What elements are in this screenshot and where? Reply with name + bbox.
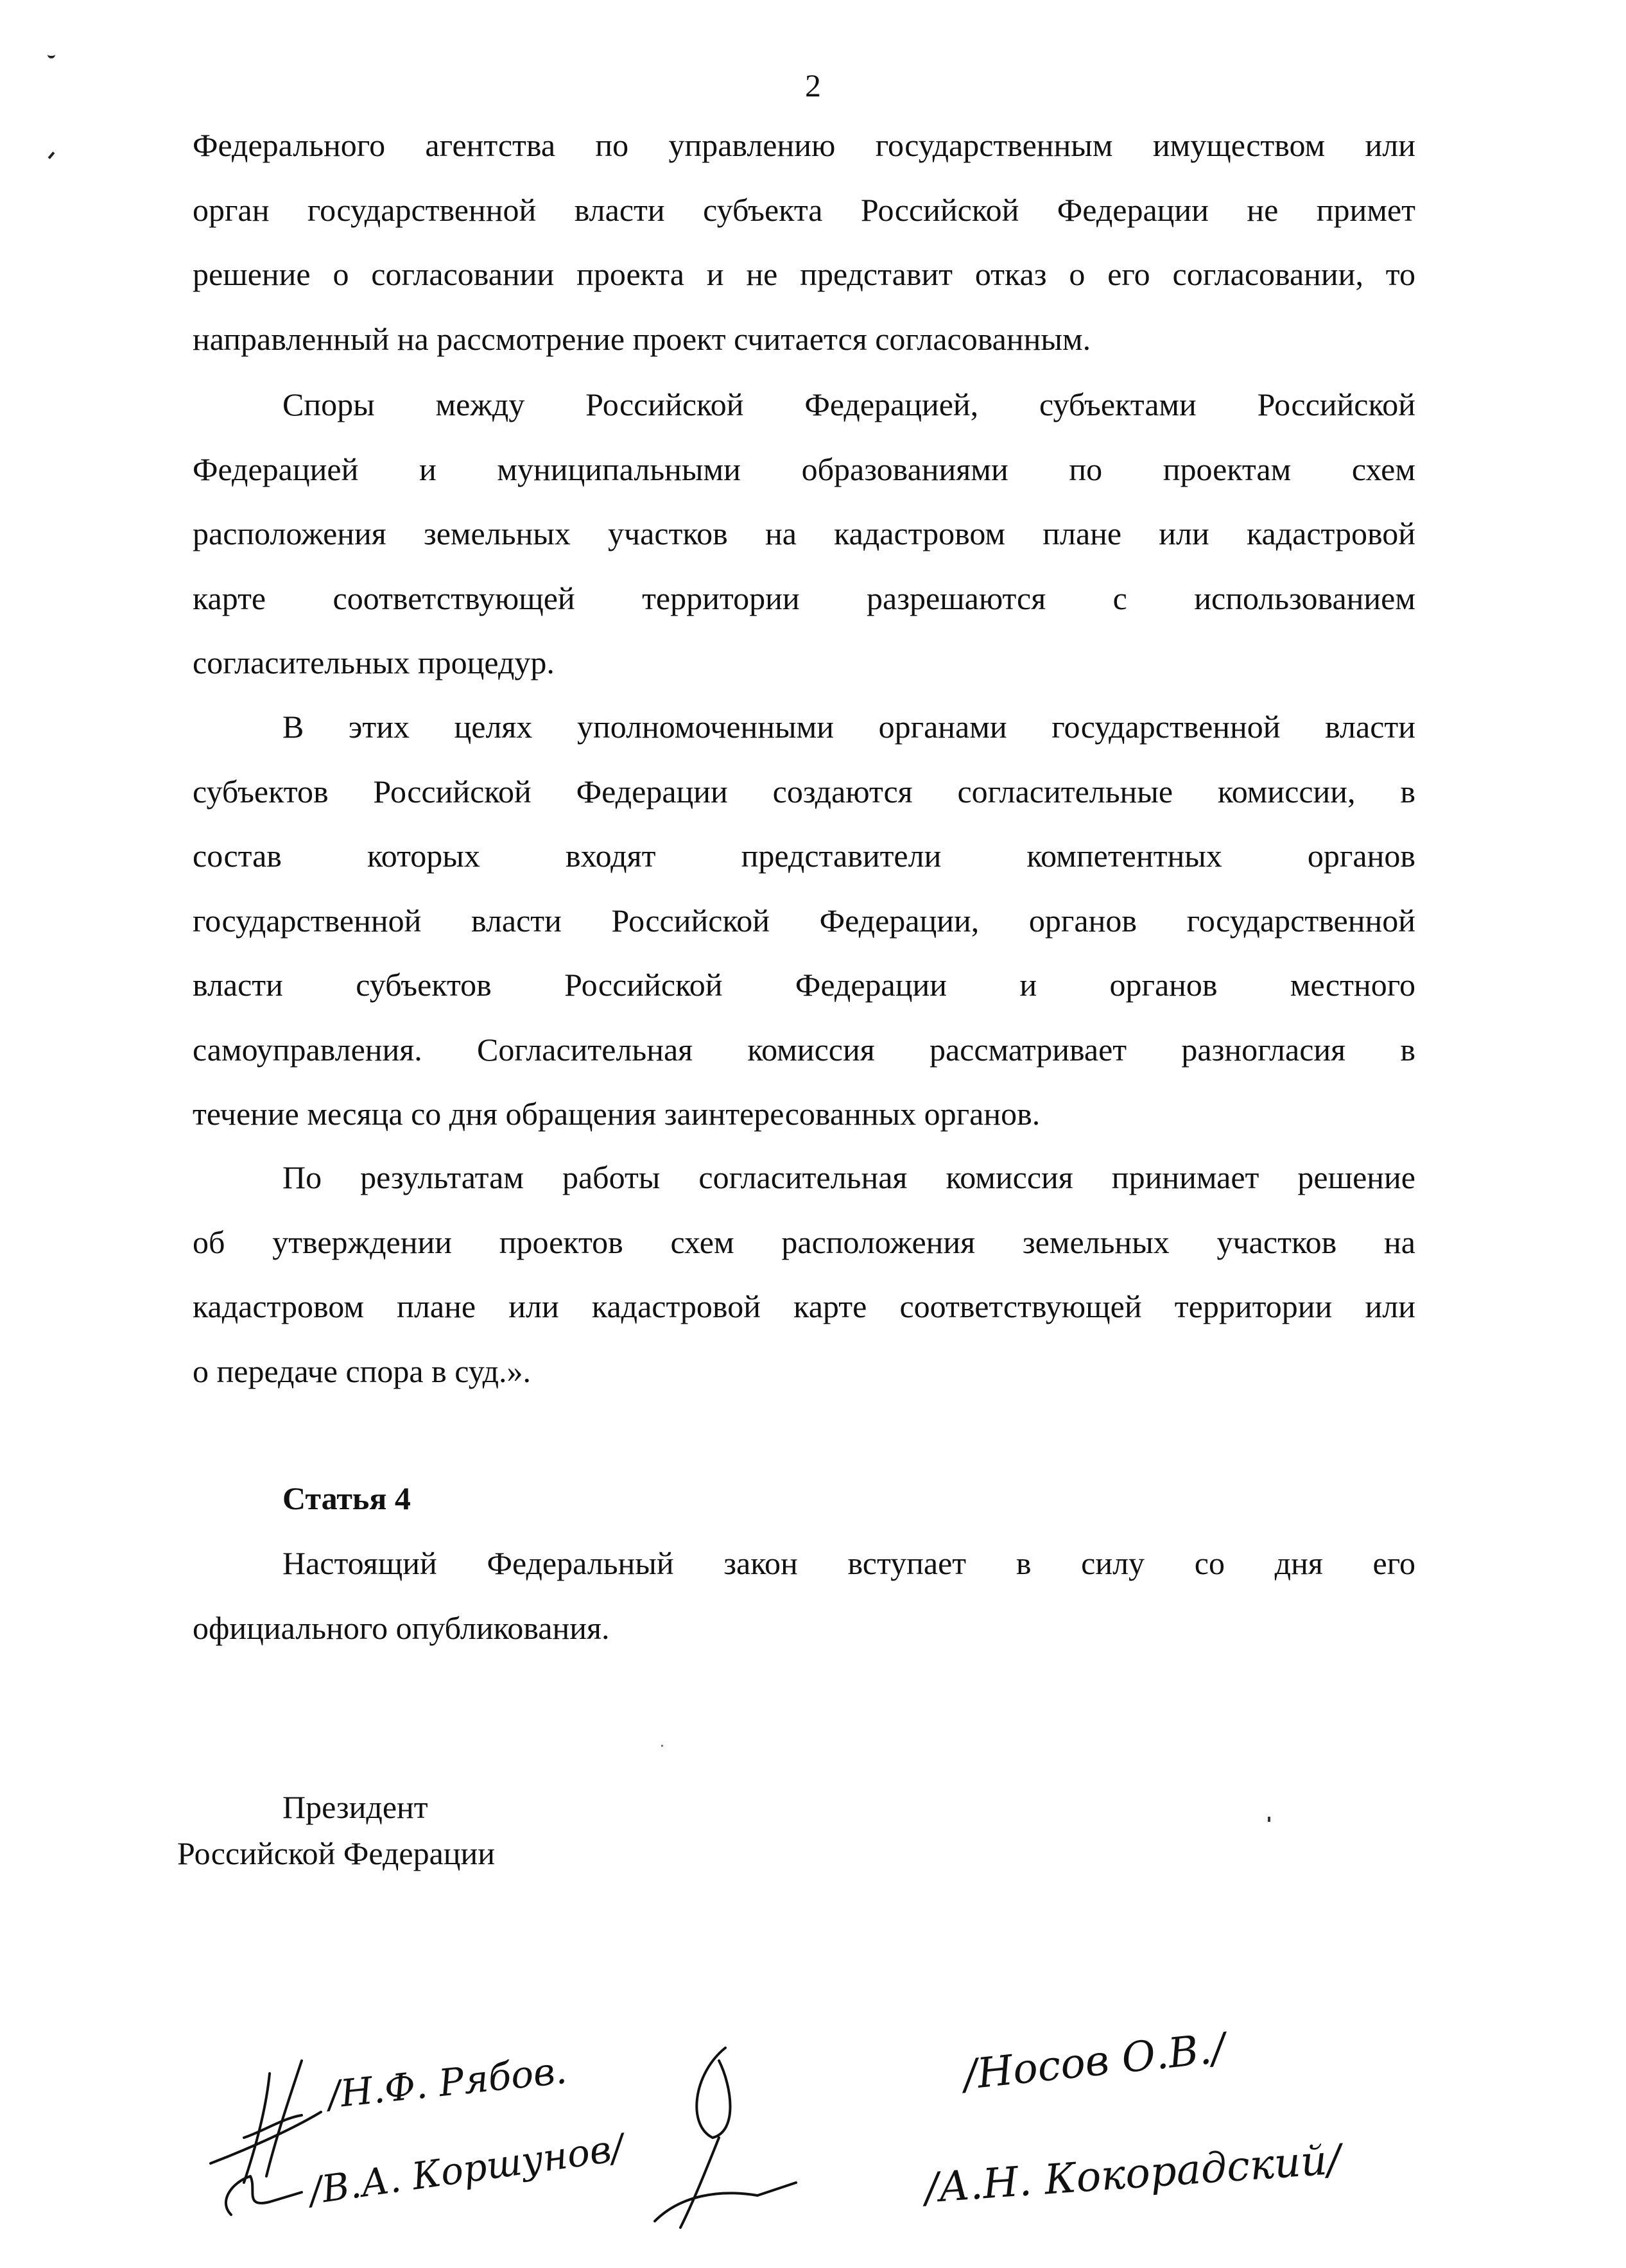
signature-korshunov: /В.А. Коршунов/	[306, 2125, 627, 2213]
signatory-title-line1: Президент	[282, 1789, 428, 1825]
scan-mark	[48, 53, 55, 58]
signature-ryabov: /Н.Ф. Рябов.	[325, 2048, 569, 2117]
text-line: орган государственной власти субъекта Российской Федерации не примет	[193, 191, 1415, 228]
scan-mark	[1268, 1817, 1270, 1822]
text-line: Федерацией и муниципальными образованиями по проектам схем	[193, 451, 1415, 487]
text-line: о передаче спора в суд.».	[193, 1353, 532, 1389]
scan-mark	[48, 151, 55, 159]
signature-kokoradsky: /А.Н. Кокорадский/	[923, 2136, 1343, 2213]
text-line: об утверждении проектов схем расположения земельных участков на	[193, 1224, 1415, 1260]
text-line: государственной власти Российской Федерации, органов государственной	[193, 902, 1415, 939]
signatory-title	[177, 1831, 495, 1876]
paragraph	[193, 1145, 1415, 1403]
text-line: состав которых входят представители компетентных органов	[193, 838, 1415, 874]
text-line: согласительных процедур.	[193, 645, 555, 680]
article-body	[193, 1531, 1415, 1660]
text-line: течение месяца со дня обращения заинтересованных органов.	[193, 1096, 1041, 1132]
page-number: 2	[805, 67, 821, 103]
text-line: самоуправления. Согласительная комиссия рассматривает разногласия в	[193, 1031, 1415, 1068]
text-line: субъектов Российской Федерации создаются согласительные комиссии, в	[193, 773, 1415, 809]
text-line: власти субъектов Российской Федерации и органов местного	[193, 967, 1415, 1003]
text-line: кадастровом плане или кадастровой карте соответствующей территории или	[193, 1288, 1415, 1324]
signatory-title-line2: Российской Федерации	[177, 1835, 496, 1871]
signatory-title	[282, 1785, 428, 1830]
text-line: карте соответствующей территории разрешаются с использованием	[193, 580, 1415, 616]
paragraph	[193, 113, 1415, 371]
text-line: Настоящий Федеральный закон вступает в силу со дня его	[282, 1545, 1415, 1581]
signature-nosov: /Носов О.В./	[961, 2024, 1228, 2100]
paragraph	[193, 372, 1415, 695]
text-line: Споры между Российской Федерацией, субъектами Российской	[282, 386, 1415, 422]
article-heading: Статья 4	[282, 1480, 411, 1516]
text-line: В этих целях уполномоченными органами государственной власти	[282, 709, 1415, 745]
text-line: Федерального агентства по управлению государственным имуществом или	[193, 127, 1415, 163]
paragraph	[193, 695, 1415, 1147]
text-line: направленный на рассмотрение проект считается согласованным.	[193, 320, 1091, 357]
scan-mark	[661, 1745, 663, 1747]
text-line: расположения земельных участков на кадастровом плане или кадастровой	[193, 515, 1415, 551]
text-line: По результатам работы согласительная комиссия принимает решение	[282, 1159, 1415, 1195]
signature-scribble-2	[642, 2022, 822, 2240]
text-line: официального опубликования.	[193, 1609, 610, 1646]
text-line: решение о согласовании проекта и не представит отказ о его согласовании, то	[193, 256, 1415, 292]
